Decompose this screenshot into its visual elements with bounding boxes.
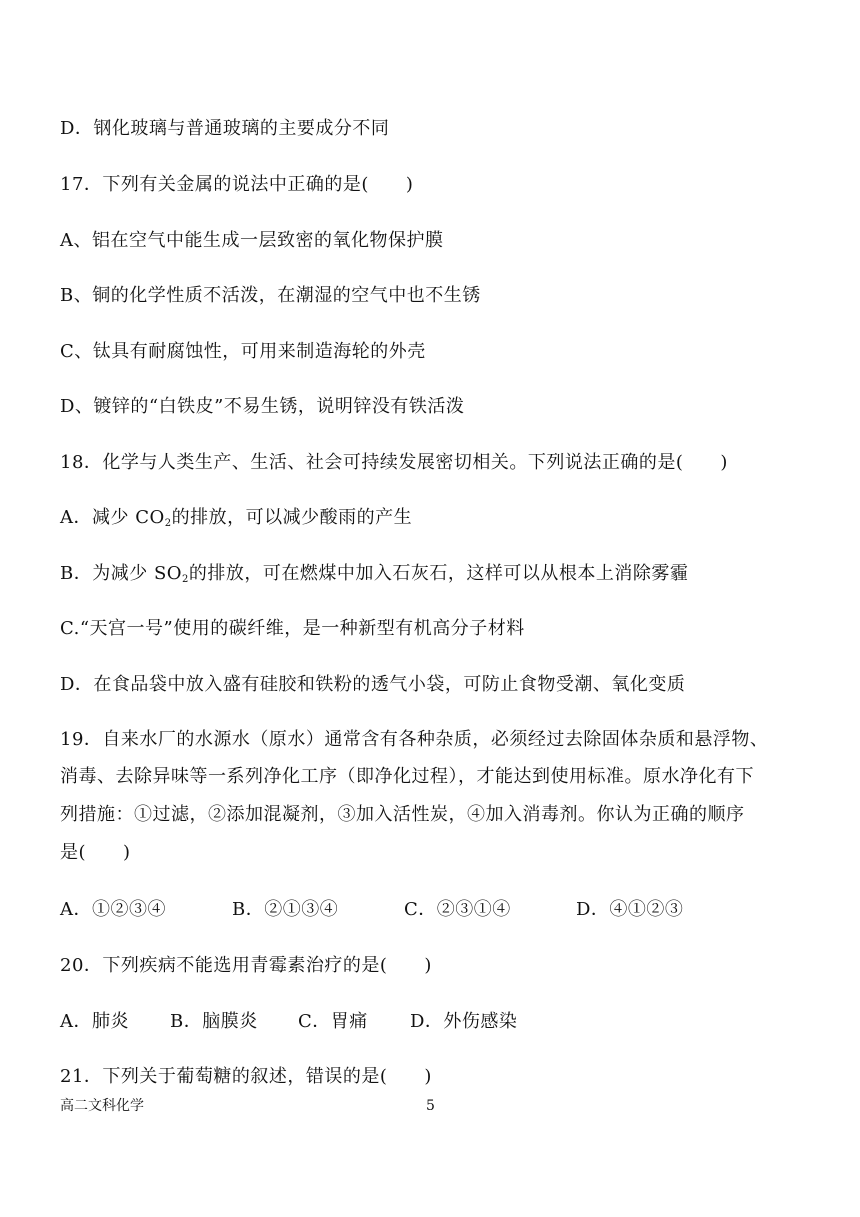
q18-option-b: [60, 562, 688, 586]
subscript: 2: [182, 574, 189, 585]
q17-stem: 17．下列有关金属的说法中正确的是( ): [60, 174, 414, 195]
q19-stem-line-4: 是( ): [60, 842, 131, 863]
q20-stem: 20．下列疾病不能选用青霉素治疗的是( ): [60, 955, 432, 976]
q17-option-a: A、铝在空气中能生成一层致密的氧化物保护膜: [60, 230, 444, 251]
q17-option-d: D、镀锌的“白铁皮”不易生锈，说明锌没有铁活泼: [60, 396, 465, 417]
q19-option-a: A．①②③④: [60, 899, 166, 920]
q17-option-b: B、铜的化学性质不活泼，在潮湿的空气中也不生锈: [60, 285, 481, 306]
q16-option-d: D．钢化玻璃与普通玻璃的主要成分不同: [60, 118, 390, 139]
q18-option-d: D．在食品袋中放入盛有硅胶和铁粉的透气小袋，可防止食物受潮、氧化变质: [60, 674, 686, 695]
q21-stem: 21．下列关于葡萄糖的叙述，错误的是( ): [60, 1066, 432, 1087]
q18-option-a-text: A．减少 CO: [60, 507, 165, 528]
q19-option-b: B．②①③④: [232, 899, 339, 920]
q18-option-b-text: B．为减少 SO: [60, 563, 183, 584]
q20-option-d: D．外伤感染: [410, 1011, 518, 1032]
q19-option-d: D．④①②③: [576, 899, 684, 920]
q18-option-a: [60, 506, 412, 530]
q19-option-c: C．②③①④: [404, 899, 511, 920]
q20-option-b: B．脑膜炎: [170, 1011, 258, 1032]
footer-subject: 高二文科化学: [60, 1098, 144, 1114]
q18-option-c: C.“天宫一号”使用的碳纤维，是一种新型有机高分子材料: [60, 618, 525, 639]
q19-stem-line-2: 消毒、去除异味等一系列净化工序（即净化过程），才能达到使用标准。原水净化有下: [60, 766, 754, 787]
page-number: 5: [426, 1098, 435, 1114]
q18-stem: 18．化学与人类生产、生活、社会可持续发展密切相关。下列说法正确的是( ): [60, 452, 728, 473]
q19-stem-line-1: 19．自来水厂的水源水（原水）通常含有各种杂质，必须经过去除固体杂质和悬浮物、: [60, 729, 769, 750]
q17-option-c: C、钛具有耐腐蚀性，可用来制造海轮的外壳: [60, 341, 426, 362]
q20-option-c: C．胃痛: [298, 1011, 368, 1032]
q18-option-b-rest: 的排放，可在燃煤中加入石灰石，这样可以从根本上消除雾霾: [188, 563, 689, 584]
q20-option-a: A．肺炎: [60, 1011, 129, 1032]
q18-option-a-rest: 的排放，可以减少酸雨的产生: [171, 507, 413, 528]
subscript: 2: [164, 518, 172, 529]
q19-stem-line-3: 列措施：①过滤，②添加混凝剂，③加入活性炭，④加入消毒剂。你认为正确的顺序: [60, 804, 745, 825]
